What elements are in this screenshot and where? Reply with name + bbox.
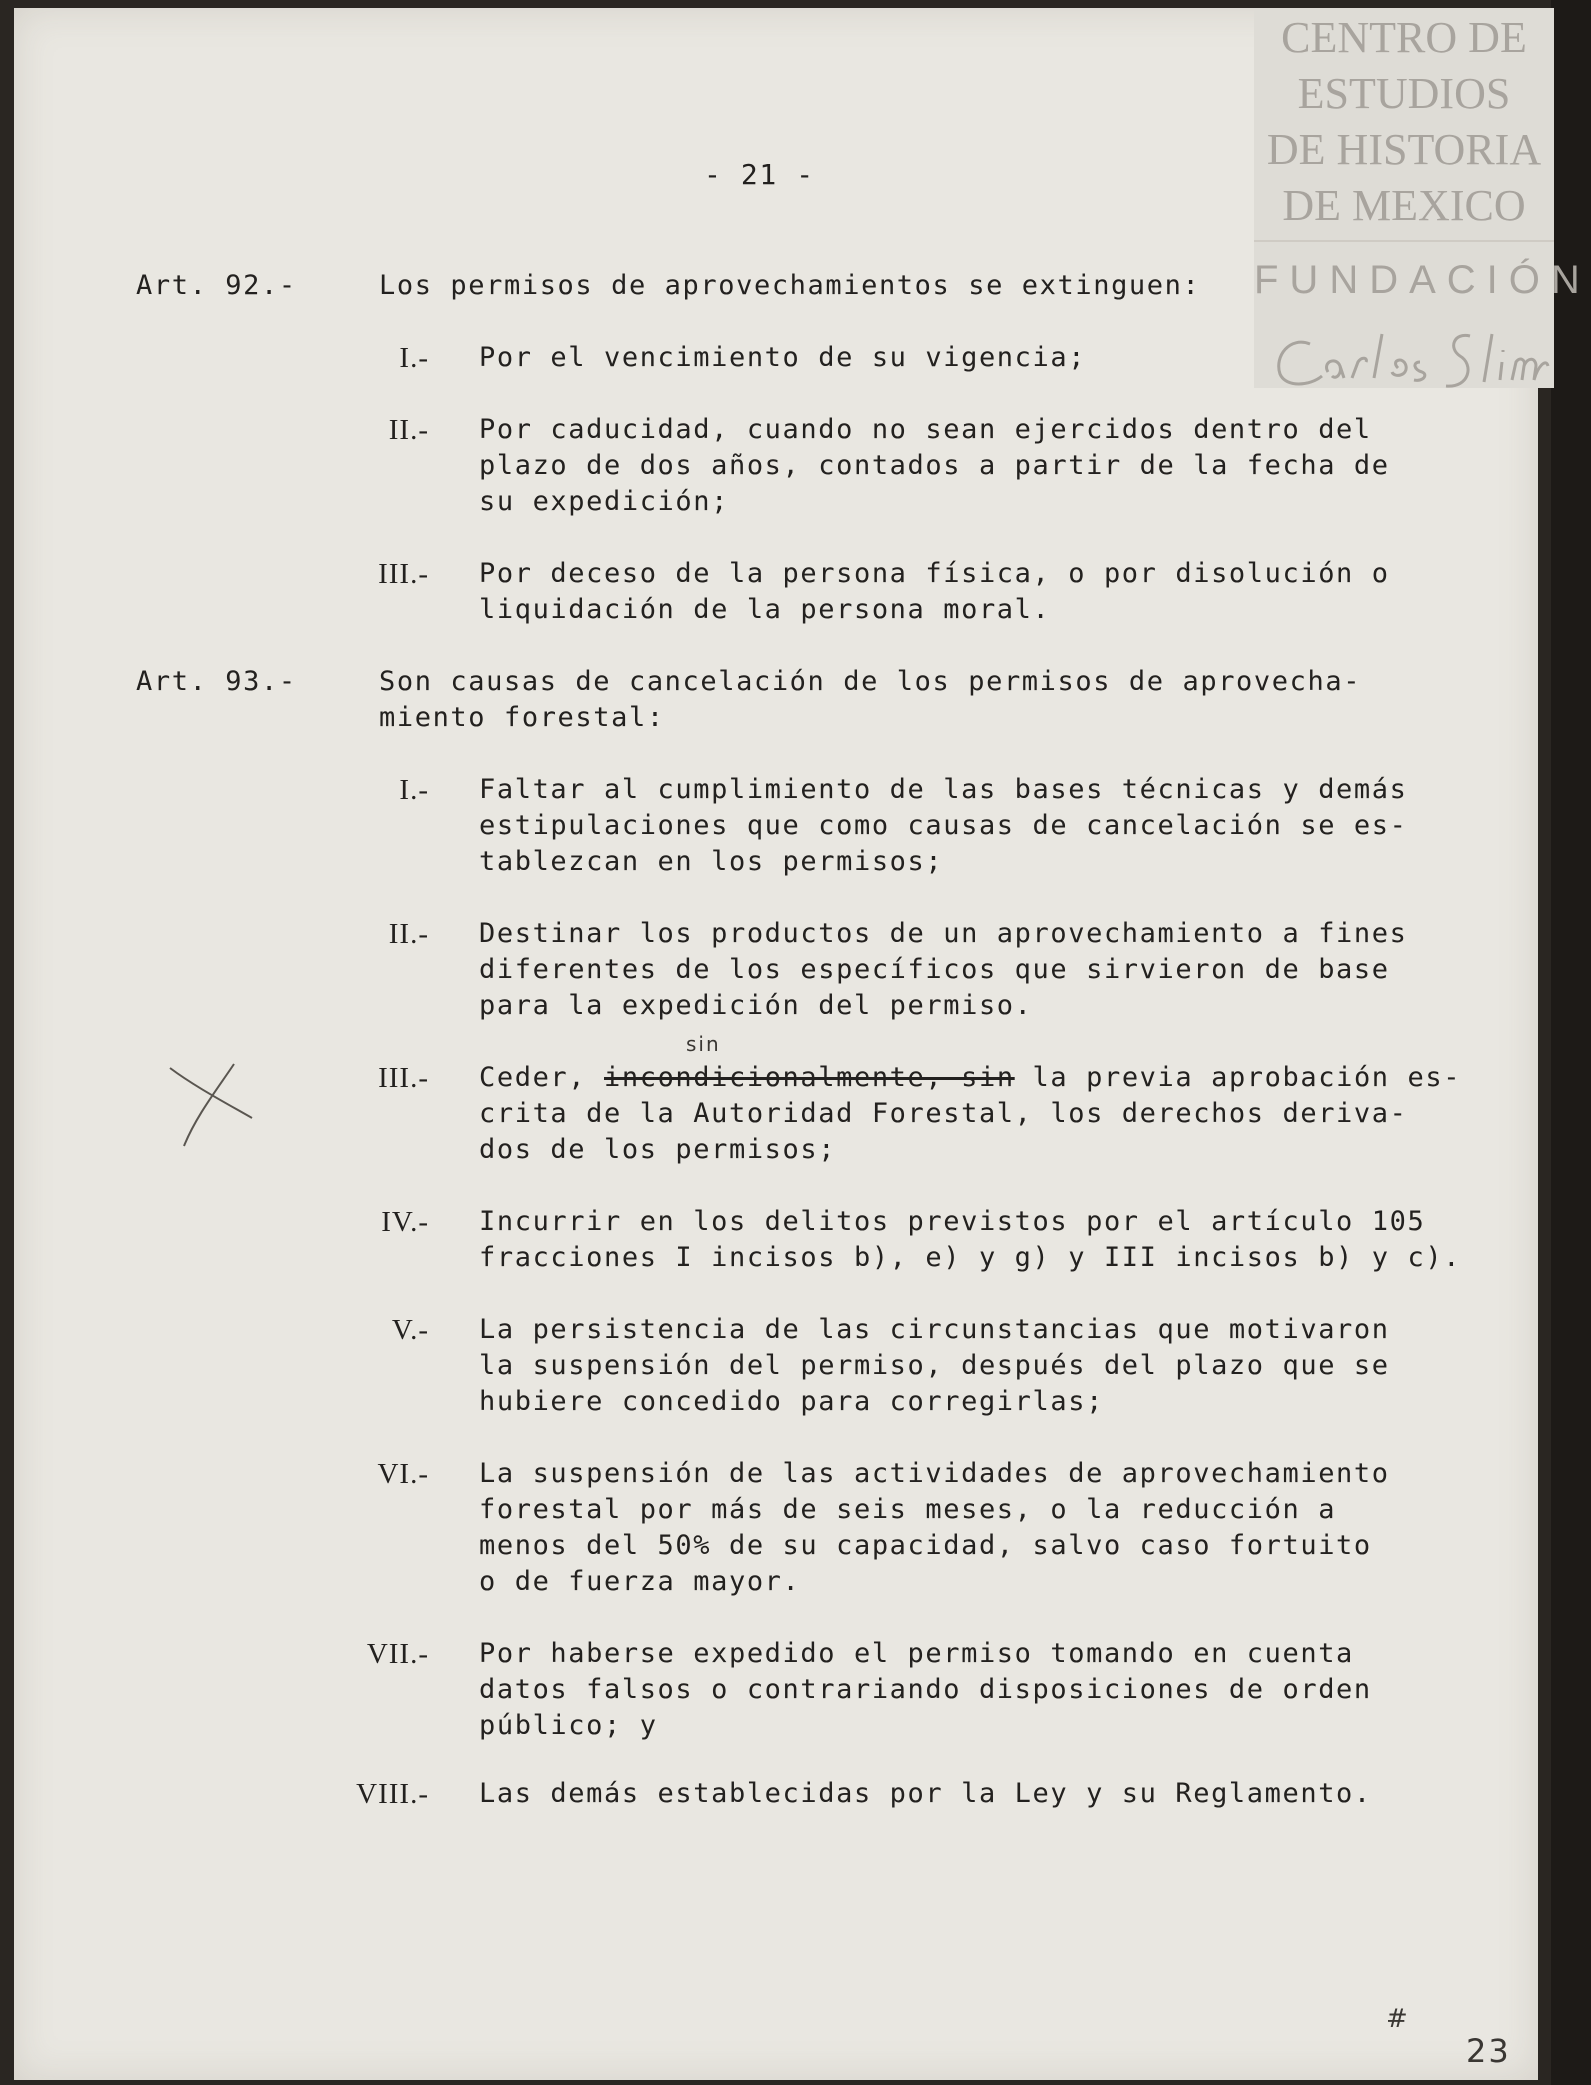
fraction-text: o de fuerza mayor. — [479, 1566, 801, 1597]
article-intro: miento forestal: — [379, 702, 665, 733]
struck-text: incondicionalmente, sin — [604, 1062, 1015, 1093]
fraction-text: Por deceso de la persona física, o por disolución o — [479, 558, 1390, 589]
archive-stamp — [1254, 8, 1591, 388]
hash-mark: # — [1386, 2004, 1410, 2034]
page-number: - 21 - — [704, 158, 815, 191]
fraction-number: IV.- — [381, 1206, 429, 1238]
fraction-number: III.- — [378, 558, 429, 590]
fraction-text: plazo de dos años, contados a partir de la fecha de — [479, 450, 1390, 481]
fraction-text: público; y — [479, 1710, 658, 1741]
text-after-strike: la previa aprobación es- — [1014, 1062, 1462, 1093]
stamp-line: DE MEXICO — [1282, 181, 1526, 230]
fraction-number: II.- — [388, 414, 429, 446]
fraction-number: II.- — [388, 918, 429, 950]
article-intro: Los permisos de aprovechamientos se extinguen: — [379, 270, 1201, 301]
stamp-line: DE HISTORIA — [1266, 125, 1542, 174]
fraction-number: VI.- — [377, 1458, 429, 1490]
fraction-text: Faltar al cumplimiento de las bases técnicas y demás — [479, 774, 1408, 805]
fraction-number: I.- — [399, 342, 429, 374]
fraction-text: hubiere concedido para corregirlas; — [479, 1386, 1104, 1417]
fraction-text: Destinar los productos de un aprovechamiento a fines — [479, 918, 1408, 949]
fraction-text: La suspensión de las actividades de aprovechamiento — [479, 1458, 1390, 1489]
fraction-number: V.- — [391, 1314, 429, 1346]
fraction-number: III.- — [378, 1062, 429, 1094]
stamp-line: ESTUDIOS — [1297, 69, 1511, 118]
fraction-text: forestal por más de seis meses, o la reducción a — [479, 1494, 1337, 1525]
handwritten-x-mark — [164, 1058, 254, 1148]
article-label: Art. 93.- — [136, 666, 297, 697]
fraction-text: para la expedición del permiso. — [479, 990, 1033, 1021]
fraction-text: tablezcan en los permisos; — [479, 846, 944, 877]
text-before-strike: Ceder, — [479, 1062, 604, 1093]
fraction-text: dos de los permisos; — [479, 1134, 837, 1165]
handwritten-annotation: sin — [686, 1032, 721, 1056]
fraction-number: VIII.- — [356, 1778, 429, 1810]
fraction-text: diferentes de los específicos que sirvieron de base — [479, 954, 1390, 985]
fraction-text: Incurrir en los delitos previstos por el artículo 105 — [479, 1206, 1426, 1237]
document-page — [14, 8, 1591, 2080]
fraction-text: La persistencia de las circunstancias que motivaron — [479, 1314, 1390, 1345]
stamp-line: CENTRO DE — [1281, 13, 1527, 62]
fraction-text: Por haberse expedido el permiso tomando en cuenta — [479, 1638, 1354, 1669]
fraction-number: I.- — [399, 774, 429, 806]
stamp-divider — [1254, 240, 1554, 242]
fraction-text: estipulaciones que como causas de cancelación se es- — [479, 810, 1408, 841]
fraction-text: Las demás establecidas por la Ley y su Reglamento. — [479, 1778, 1372, 1809]
stamp-foundation: FUNDACIÓN — [1254, 258, 1591, 302]
signature-logo — [1270, 326, 1550, 396]
handwritten-page-number: 23 — [1466, 2032, 1511, 2070]
fraction-text: datos falsos o contrariando disposiciones de orden — [479, 1674, 1372, 1705]
fraction-number: VII.- — [366, 1638, 429, 1670]
fraction-text: fracciones I incisos b), e) y g) y III incisos b) y c). — [479, 1242, 1462, 1273]
fraction-text: crita de la Autoridad Forestal, los derechos deriva- — [479, 1098, 1408, 1129]
fraction-text: Por caducidad, cuando no sean ejercidos dentro del — [479, 414, 1372, 445]
fraction-text: su expedición; — [479, 486, 729, 517]
fraction-text: liquidación de la persona moral. — [479, 594, 1051, 625]
fraction-text-first-line — [479, 1062, 1461, 1093]
fraction-text: la suspensión del permiso, después del plazo que se — [479, 1350, 1390, 1381]
fraction-text: Por el vencimiento de su vigencia; — [479, 342, 1087, 373]
article-label: Art. 92.- — [136, 270, 297, 301]
fraction-text: menos del 50% de su capacidad, salvo caso fortuito — [479, 1530, 1372, 1561]
article-intro: Son causas de cancelación de los permisos de aprovecha- — [379, 666, 1362, 697]
